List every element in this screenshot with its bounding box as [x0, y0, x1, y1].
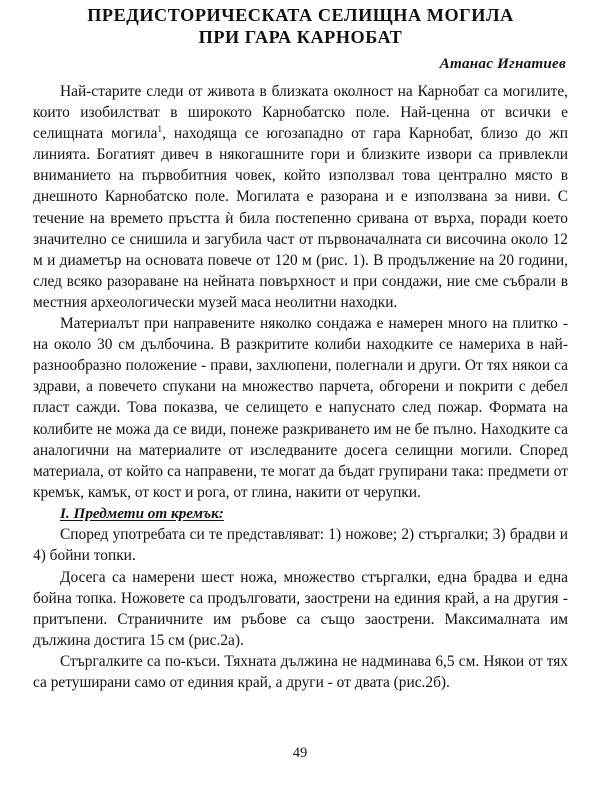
paragraph-5: Стъргалките са по-къси. Тяхната дължина не надминава 6,5 см. Някои от тях са ретуширани само от единия край, а други - от двата (рис.2б). — [33, 652, 568, 692]
footnote-marker: 1 — [157, 125, 163, 136]
section-heading — [33, 503, 568, 525]
paragraph-2: Материалът при направените няколко сондажа е намерен много на плитко - на около 30 см дълбочина. В разкритите колиби находките се намериха в най-разнообразно положение - прави, захлюпени, полегнали и други. От тях някои са здрави, а повечето спукани на множество парчета, обгорени и покрити с дебел пласт сажди. Това показва, че селището е напуснато след пожар. Формата на колибите не можа да се види, понеже разкриването им не бе пълно. Находките са аналогични на материалите от изследваните досега селищни могили. Според материала, от който са направени, те могат да бъдат групирани така: предмети от кремък, камък, от кост и рога, от глина, накити от черупки. — [33, 315, 568, 501]
paragraph-1-text-a: Най-старите следи от живота в близката околност на Карнобат са могилите, които изобилстват в широкото Карнобатско поле. Най-ценна от всички е селищната могила — [33, 83, 568, 143]
section-heading-label: I. Предмети от кремък: — [60, 504, 224, 522]
paragraph-3: Според употребата си те представляват: 1) ножове; 2) стъргалки; 3) брадви и 4) бойни топки. — [33, 526, 568, 565]
paragraph-1-text-b: , находяща се югозападно от гара Карнобат, близо до жп линията. Богатият дивеч в някогашните гори и близките извори са привлекли вниманието на първобитния човек, който използвал това централно място в днешното Карнобатско поле. Могилата е разорана и е използвана за ниви. С течение на времето пръстта ѝ била постепенно сривана от върха, поради което значително се снишила и загубила част от първоначалната си височина около 12 м и диаметър на основата повече от 120 м (рис. 1). В продължение на 20 години, след всяко разораване на нейната повърхност и при сондажи, ние сме събрали в местния археологически музей маса неолитни находки. — [33, 125, 569, 311]
page-number: 49 — [292, 745, 308, 761]
author-byline: Атанас Игнатиев — [439, 55, 566, 72]
page-title — [33, 4, 568, 48]
article-body — [33, 81, 568, 693]
title-line-2: ПРИ ГАРА КАРНОБАТ — [198, 27, 403, 47]
title-line-1: ПРЕДИСТОРИЧЕСКАТА СЕЛИЩНА МОГИЛА — [87, 5, 514, 25]
paragraph-4: Досега са намерени шест ножа, множество стъргалки, една брадва и една бойна топка. Ножовете са продълговати, заострени на единия край, а на другия - притъпени. Страничните им ръбове са също заострени. Максималната им дължина достига 15 см (рис.2а). — [33, 568, 568, 649]
paragraph-1 — [33, 81, 568, 313]
